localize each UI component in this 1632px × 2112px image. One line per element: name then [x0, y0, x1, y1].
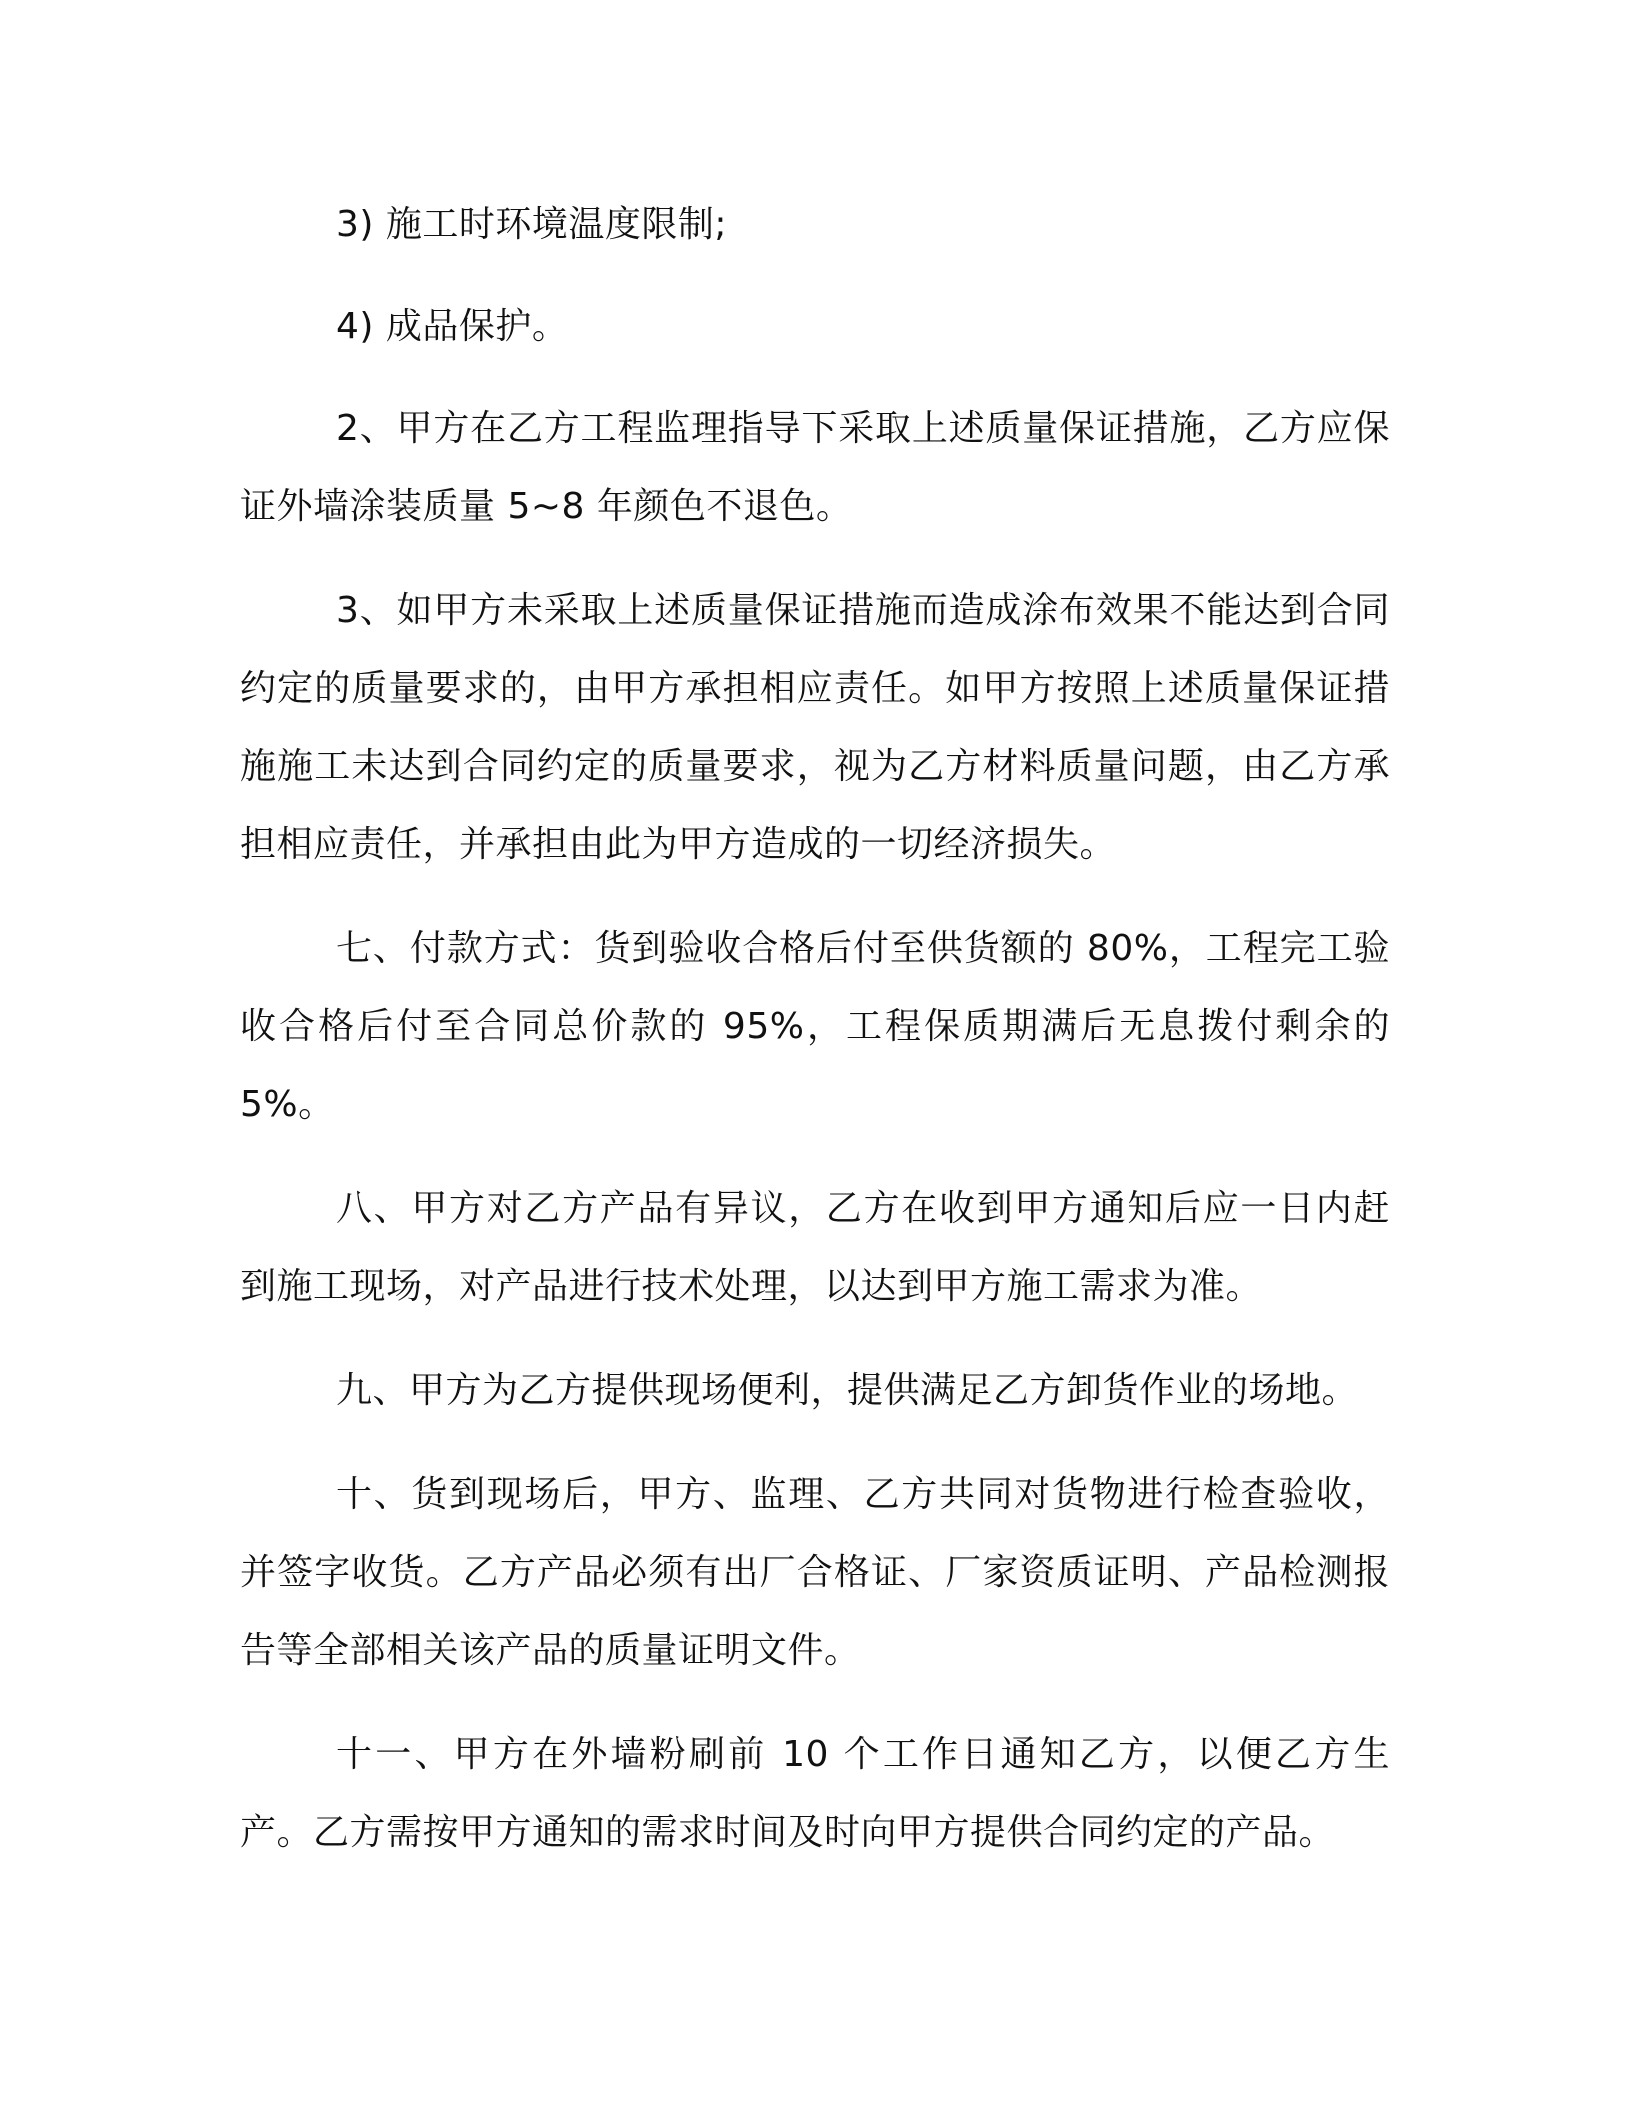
paragraph-product-protection: 4) 成品保护。 [336, 306, 569, 347]
paragraph-delivery-inspection: 十、货到现场后，甲方、监理、乙方共同对货物进行检查验收，并签字收货。乙方产品必须有出厂合格证、厂家资质证明、产品检测报告等全部相关该产品的质量证明文件。 [240, 1474, 1390, 1671]
paragraph-quality-guarantee: 2、甲方在乙方工程监理指导下采取上述质量保证措施，乙方应保证外墙涂装质量 5~8 年颜色不退色。 [240, 408, 1390, 527]
paragraph-temperature-limit: 3) 施工时环境温度限制; [336, 204, 728, 245]
document-body [240, 186, 1390, 1898]
paragraph-responsibility: 3、如甲方未采取上述质量保证措施而造成涂布效果不能达到合同约定的质量要求的，由甲方承担相应责任。如甲方按照上述质量保证措施施工未达到合同约定的质量要求，视为乙方材料质量问题，由乙方承担相应责任，并承担由此为甲方造成的一切经济损失。 [240, 590, 1390, 865]
paragraph-payment-terms: 七、付款方式：货到验收合格后付至供货额的 80%，工程完工验收合格后付至合同总价款的 95%，工程保质期满后无息拨付剩余的 5%。 [240, 928, 1390, 1125]
paragraph-objection-handling: 八、甲方对乙方产品有异议，乙方在收到甲方通知后应一日内赶到施工现场，对产品进行技术处理，以达到甲方施工需求为准。 [240, 1188, 1390, 1307]
paragraph-site-convenience: 九、甲方为乙方提供现场便利，提供满足乙方卸货作业的场地。 [336, 1370, 1359, 1411]
paragraph-production-notice: 十一、甲方在外墙粉刷前 10 个工作日通知乙方，以便乙方生产。乙方需按甲方通知的需求时间及时向甲方提供合同约定的产品。 [240, 1734, 1390, 1853]
